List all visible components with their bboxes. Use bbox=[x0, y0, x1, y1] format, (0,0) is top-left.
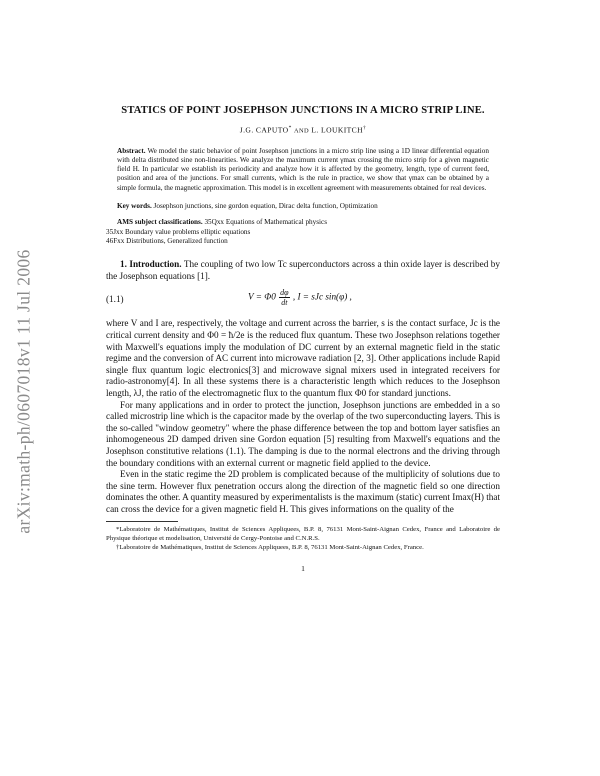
ams-label: AMS subject classifications. bbox=[117, 218, 203, 227]
author-line bbox=[106, 125, 500, 135]
ams-head bbox=[106, 218, 500, 227]
paragraph-3: Even in the static regime the 2D problem is complicated because of the multiplicity of solutions due to the sine term. However flux penetration occurs along the direction of the magnetic field so one direction dominates the other. A quantity measured by experimentalists is the maximum (static) current Imax(H) that can cross the device for a given magnetic field H. This gives informations on the quality of the bbox=[106, 469, 500, 514]
equation-1-1 bbox=[106, 288, 500, 312]
author-first: J.G. CAPUTO bbox=[239, 125, 289, 135]
keywords bbox=[117, 202, 489, 211]
author-first-mark: * bbox=[288, 125, 292, 131]
arxiv-stamp bbox=[4, 215, 44, 567]
section-introduction bbox=[106, 259, 500, 515]
paper-page bbox=[106, 104, 500, 573]
footnote-rule bbox=[106, 521, 178, 522]
author-second-mark: † bbox=[363, 125, 367, 131]
equation-body bbox=[248, 288, 352, 307]
abstract-text: We model the static behavior of point Josephson junctions in a micro strip line using a 1D linear differential equation with delta distributed sine non-linearities. We analyze the maximum current γmax crossing the micro strip for a given magnetic field H. In particular we establish its periodicity and analyze how it is affected by the geometry, length, type of current feed, position and area of the junctions. For small currents, which is the rule in practice, we show that γmax can be obtained by a simple formula, the magnetic approximation. This model is in excellent agreement with measurements obtained for real devices. bbox=[117, 146, 489, 192]
fraction-denominator: dt bbox=[281, 298, 288, 308]
paper-title: STATICS OF POINT JOSEPHSON JUNCTIONS IN A MICRO STRIP LINE. bbox=[121, 105, 485, 116]
intro-text: The coupling of two low Tc superconductors across a thin oxide layer is described by the Josephson equations [1]. bbox=[106, 259, 500, 281]
equation-rest: , I = sJc sin(φ) , bbox=[292, 292, 352, 302]
abstract bbox=[117, 147, 489, 193]
ams-line-2: 35Jxx Boundary value problems elliptic equations bbox=[106, 227, 251, 236]
author-and: AND bbox=[294, 127, 310, 135]
footnotes bbox=[106, 526, 500, 552]
fraction-numerator: dφ bbox=[280, 288, 289, 298]
arxiv-identifier: arXiv:math-ph/0607018v1 11 Jul 2006 bbox=[13, 248, 34, 534]
ams-line-3: 46Fxx Distributions, Generalized function bbox=[106, 236, 228, 245]
keywords-label: Key words. bbox=[117, 202, 152, 211]
equation-lhs: V = Φ0 bbox=[248, 292, 276, 302]
equation-number: (1.1) bbox=[106, 294, 124, 305]
ams-line-1: 35Qxx Equations of Mathematical physics bbox=[204, 218, 328, 227]
section-heading: 1. Introduction. bbox=[120, 259, 182, 270]
paragraph-2: For many applications and in order to protect the junction, Josephson junctions are embedded in a so called microstrip line which is the capacitor made by the overlap of the two superconducting layers. This is the so-called "window geometry" where the phase difference between the top and bottom layer satisfies an inhomogeneous 2D damped driven sine Gordon equation [5] resulting from Maxwell's equations and the Josephson constitutive relations (1.1). The damping is due to the normal electrons and the driving through the boundary conditions with an external current or magnetic field applied to the device. bbox=[106, 399, 500, 468]
paragraph-1: where V and I are, respectively, the voltage and current across the barrier, s is the contact surface, Jc is the critical current density and Φ0 = ħ/2e is the reduced flux quantum. These two Josephson relations together with Maxwell's equations imply the modulation of DC current by an external magnetic field in the static regime and the conversion of AC current into microwave radiation [2, 3]. Other applications include Rapid single flux quantum logic electronics[3] and microwave signal mixers used in integrated receivers for radio-astronomy[4]. In all these systems there is a characteristic length which reduces to the Josephson length, λJ, the ratio of the electromagnetic flux to the quantum flux Φ0 for standard junctions. bbox=[106, 318, 500, 398]
intro-paragraph bbox=[106, 259, 500, 282]
equation-fraction bbox=[279, 288, 289, 307]
ams-classifications bbox=[106, 218, 500, 246]
footnote-first: *Laboratoire de Mathématiques, Institut de Sciences Appliquees, B.P. 8, 76131 Mont-Saint-Aignan Cedex, France and Laboratoire de Physique théorique et modelisation, Université de Cergy-Pontoise and C.N.R.S. bbox=[106, 526, 500, 542]
footnote-second: †Laboratoire de Mathématiques, Institut de Sciences Appliquees, B.P. 8, 76131 Mont-Saint-Aignan Cedex, France. bbox=[116, 543, 424, 551]
author-second: L. LOUKITCH bbox=[311, 125, 364, 135]
keywords-text: Josephson junctions, sine gordon equation, Dirac delta function, Optimization bbox=[153, 202, 378, 211]
abstract-label: Abstract. bbox=[117, 146, 146, 155]
page-number: 1 bbox=[301, 564, 305, 574]
